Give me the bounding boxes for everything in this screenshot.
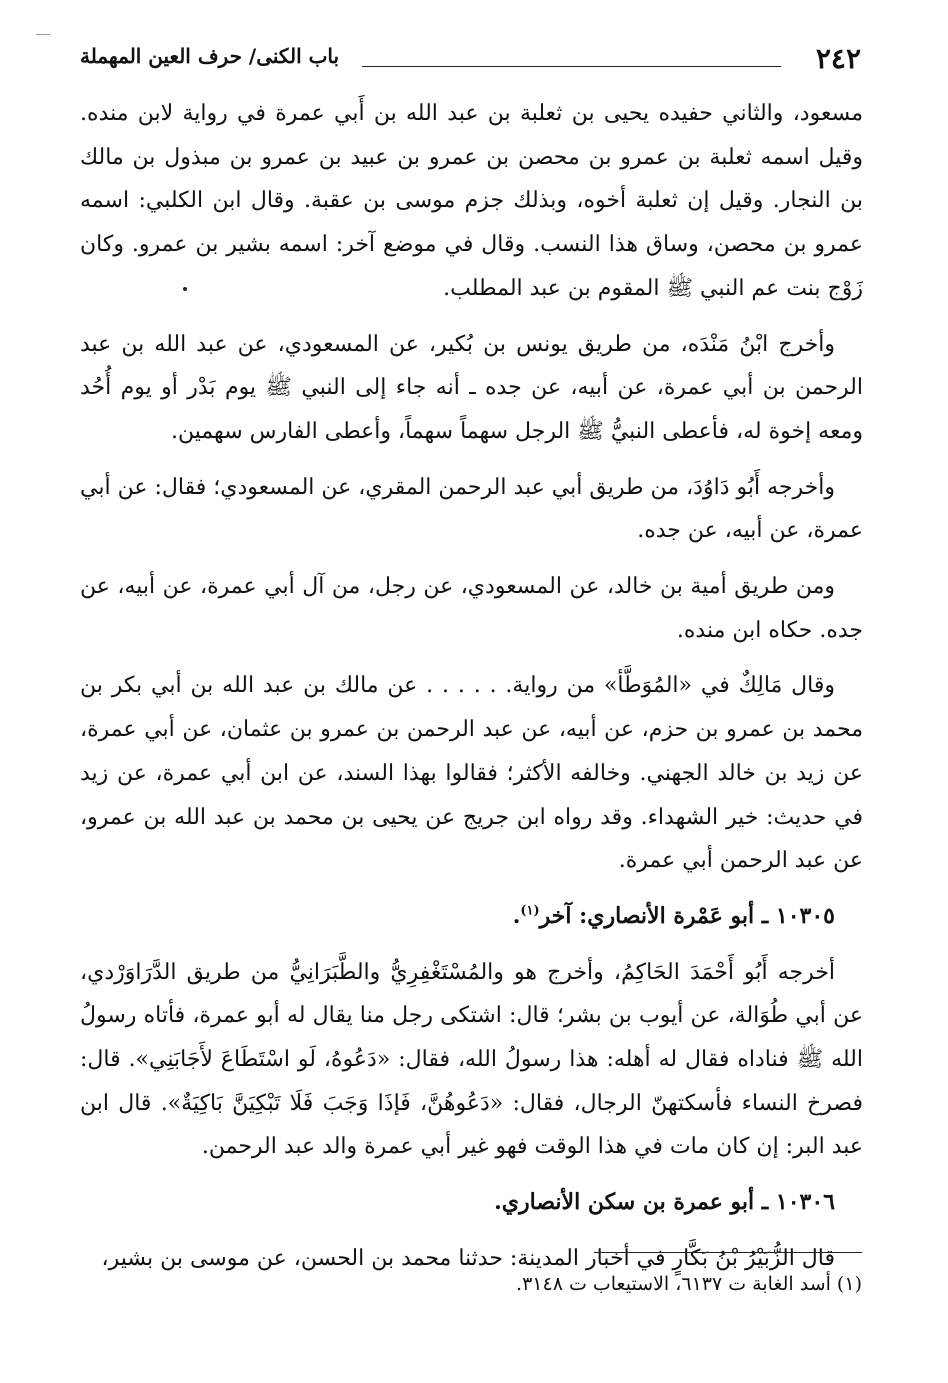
header-rule bbox=[362, 66, 781, 67]
paragraph-3: وأخرجه أَبُو دَاوُدَ، من طريق أبي عبد الرحمن المقري، عن المسعودي؛ فقال: عن أبي عمرة، عن أبيه، عن جده. bbox=[80, 474, 863, 544]
paragraph-2: وأخرج ابْنُ مَنْدَه، من طريق يونس بن بُكير، عن المسعودي، عن عبد الله بن عبد الرحمن بن أبي عمرة، عن أبيه، عن جده ـ أنه جاء إلى النبي ﷺ يوم بَدْر أو يوم أُحُد ومعه إخوة له، فأعطى النبيُّ ﷺ الرجل سهماً سهماً، وأعطى الفارس سهمين. bbox=[80, 331, 863, 444]
entry-heading-10305-end: . bbox=[512, 902, 521, 929]
entry-heading-10306: ١٠٣٠٦ ـ أبو عمرة بن سكن الأنصاري. bbox=[494, 1189, 835, 1216]
paragraph-5: وقال مَالِكٌ في «المُوَطَّأ» من رواية. . . . . . عن مالك بن عبد الله بن أبي بكر بن محمد بن عمرو بن حزم، عن أبيه، عن عبد الرحمن بن عمرو بن عثمان، عن أبي عمرة، عن زيد بن خالد الجهني. وخالفه الأكثر؛ فقالوا بهذا السند، عن ابن أبي عمرة، عن زيد في حديث: خير الشهداء. وقد رواه ابن جريج عن يحيى بن محمد بن عبد الله بن عمرو، عن عبد الرحمن أبي عمرة. bbox=[80, 673, 863, 874]
footnote-rule bbox=[594, 1252, 862, 1253]
entry-heading-10305 bbox=[80, 895, 863, 939]
page-number: ٢٤٢ bbox=[815, 42, 861, 75]
scan-mark bbox=[36, 34, 50, 35]
running-title: باب الكنى/ حرف العين المهملة bbox=[80, 44, 340, 68]
page-header bbox=[80, 40, 863, 76]
footnote: (١) أسد الغابة ت ٦١٣٧، الاستيعاب ت ٣١٤٨. bbox=[516, 1273, 862, 1295]
paragraph-1: مسعود، والثاني حفيده يحيى بن ثعلبة بن عبد الله بن أَبي عمرة في رواية لابن منده. وقيل اسمه ثعلبة بن عمرو بن محصن بن عمرو بن عبيد بن عمرو بن مبذول بن مالك بن النجار. وقيل إن ثعلبة أخوه، وبذلك جزم موسى بن عقبة. وقال ابن الكلبي: اسمه عمرو بن محصن، وساق هذا النسب. وقال في موضع آخر: اسمه بشير بن عمرو. وكان زَوْج بنت عم النبي ﷺ المقوم بن عبد المطلب. bbox=[80, 101, 863, 301]
entry-text-10306: قال الزُّبَيْرُ بْنُ بَكَّارٍ في أخبار المدينة: حدثنا محمد بن الحسن، عن موسى بن بشير، bbox=[101, 1245, 835, 1271]
entry-heading-10305-text: ١٠٣٠٥ ـ أبو عَمْرة الأنصاري: آخر bbox=[539, 902, 835, 929]
entry-text-10305: أخرجه أَبُو أَحْمَدَ الحَاكِمُ، وأخرج هو والمُسْتَغْفِرِيُّ والطَّبَرَانِيُّ من طريق الدَّرَاوَرْدي، عن أبي طُوَالة، عن أيوب بن بشر؛ قال: اشتكى رجل منا يقال له أبو عمرة، فأتاه رسولُ الله ﷺ فناداه فقال له أهله: هذا رسولُ الله، فقال: «دَعُوهُ، لَو اسْتَطَاعَ لأَجَابَنِي». قال: فصرخ النساء فأسكتهنّ الرجال، فقال: «دَعُوهُنَّ، فَإذَا وَجَبَ فَلَا تَبْكِيَنَّ بَاكِيَةٌ». قال ابن عبد البر: إن كان مات في هذا الوقت فهو غير أبي عمرة والد عبد الرحمن. bbox=[80, 959, 863, 1160]
body-text bbox=[80, 92, 863, 1293]
paragraph-4: ومن طريق أمية بن خالد، عن المسعودي، عن رجل، من آل أبي عمرة، عن أبيه، عن جده. حكاه ابن منده. bbox=[80, 574, 863, 643]
footnote-reference: (١) bbox=[520, 903, 540, 919]
